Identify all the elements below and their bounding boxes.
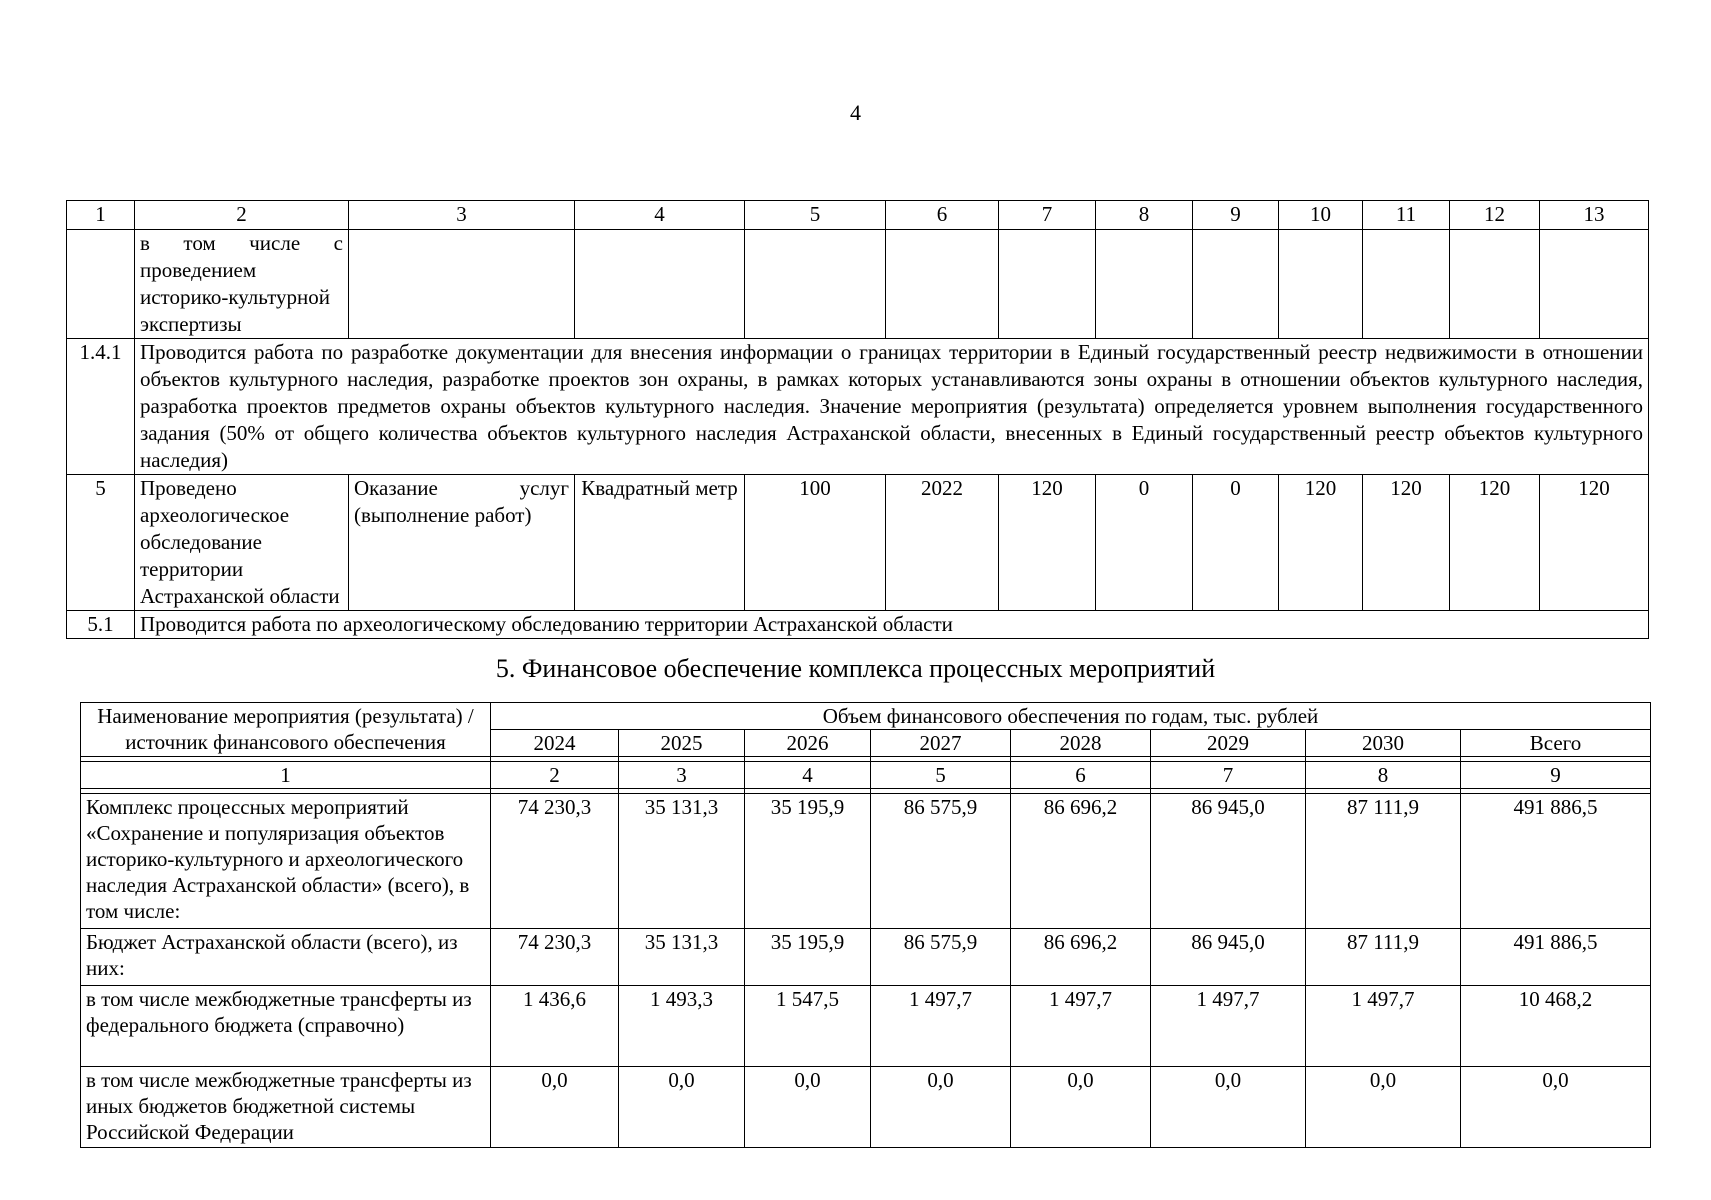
total-cell: 0,0 — [1461, 1067, 1651, 1148]
section-title: 5. Финансовое обеспечение комплекса процессных мероприятий — [495, 654, 1216, 683]
value-cell: 120 — [999, 475, 1096, 611]
table-row — [81, 1067, 1651, 1148]
col-number: 5 — [745, 201, 886, 230]
col-number: 10 — [1279, 201, 1363, 230]
amount-cell: 0,0 — [1151, 1067, 1306, 1148]
col-number: 6 — [886, 201, 999, 230]
total-cell: 10 468,2 — [1461, 986, 1651, 1067]
amount-cell: 74 230,3 — [491, 929, 619, 986]
value-cell: 120 — [1540, 475, 1649, 611]
amount-cell: 1 497,7 — [871, 986, 1011, 1067]
amount-cell: 35 131,3 — [619, 794, 745, 929]
base-value: 100 — [745, 475, 886, 611]
amount-cell: 0,0 — [619, 1067, 745, 1148]
table-row — [81, 929, 1651, 986]
amount-cell: 1 497,7 — [1011, 986, 1151, 1067]
row-description: в том числе с проведением историко-культурной экспертизы — [135, 230, 349, 339]
year-header: 2025 — [619, 730, 745, 757]
indicators-table — [66, 200, 1649, 639]
col-number: 1 — [81, 762, 491, 789]
amount-cell: 1 497,7 — [1306, 986, 1461, 1067]
col-number: 4 — [575, 201, 745, 230]
financing-table — [80, 702, 1651, 1148]
amount-cell: 1 497,7 — [1151, 986, 1306, 1067]
amount-cell: 0,0 — [1011, 1067, 1151, 1148]
result-type: Оказание услуг (выполнение работ) — [349, 475, 575, 611]
table-row — [67, 339, 1649, 475]
col-number: 3 — [619, 762, 745, 789]
value-cell: 120 — [1279, 475, 1363, 611]
amount-cell: 1 436,6 — [491, 986, 619, 1067]
amount-cell: 0,0 — [1306, 1067, 1461, 1148]
col-number: 12 — [1450, 201, 1540, 230]
amount-cell: 86 945,0 — [1151, 929, 1306, 986]
amount-cell: 86 696,2 — [1011, 794, 1151, 929]
amount-cell: 86 575,9 — [871, 794, 1011, 929]
amount-cell: 0,0 — [491, 1067, 619, 1148]
column-numbers-row — [81, 762, 1651, 789]
row-label: Бюджет Астраханской области (всего), из них: — [81, 929, 491, 986]
amount-cell: 87 111,9 — [1306, 929, 1461, 986]
amount-cell: 86 575,9 — [871, 929, 1011, 986]
amount-cell: 86 696,2 — [1011, 929, 1151, 986]
row-number: 1.4.1 — [67, 339, 135, 475]
financing-header-row — [81, 703, 1651, 730]
col-number: 8 — [1306, 762, 1461, 789]
amount-cell: 1 547,5 — [745, 986, 871, 1067]
amount-cell: 1 493,3 — [619, 986, 745, 1067]
year-header: 2027 — [871, 730, 1011, 757]
total-cell: 491 886,5 — [1461, 794, 1651, 929]
table-row — [67, 230, 1649, 339]
unit: Квадратный метр — [575, 475, 745, 611]
amount-cell: 35 195,9 — [745, 929, 871, 986]
col-number: 5 — [871, 762, 1011, 789]
col-number: 9 — [1193, 201, 1279, 230]
col-number: 11 — [1363, 201, 1450, 230]
page-number: 4 — [850, 100, 861, 125]
amount-cell: 35 195,9 — [745, 794, 871, 929]
col-number: 6 — [1011, 762, 1151, 789]
amount-cell: 0,0 — [745, 1067, 871, 1148]
amount-cell: 74 230,3 — [491, 794, 619, 929]
col-number: 8 — [1096, 201, 1193, 230]
year-header: 2024 — [491, 730, 619, 757]
col-number: 9 — [1461, 762, 1651, 789]
row-label: Комплекс процессных мероприятий «Сохранение и популяризация объектов историко-культурного и археологического наследия Астраханской области» (всего), в том числе: — [81, 794, 491, 929]
year-header: 2030 — [1306, 730, 1461, 757]
value-cell: 120 — [1450, 475, 1540, 611]
table-row — [67, 611, 1649, 639]
col-number: 7 — [999, 201, 1096, 230]
total-cell: 491 886,5 — [1461, 929, 1651, 986]
indicators-header-row — [67, 201, 1649, 230]
row-label: в том числе межбюджетные трансферты из иных бюджетов бюджетной системы Российской Федерации — [81, 1067, 491, 1148]
value-cell: 0 — [1193, 475, 1279, 611]
value-cell: 120 — [1363, 475, 1450, 611]
value-cell: 0 — [1096, 475, 1193, 611]
table-row — [81, 794, 1651, 929]
table-row — [81, 986, 1651, 1067]
amount-cell: 0,0 — [871, 1067, 1011, 1148]
col-number: 2 — [135, 201, 349, 230]
col-number: 13 — [1540, 201, 1649, 230]
col-number: 3 — [349, 201, 575, 230]
name-header: Наименование мероприятия (результата) / источник финансового обеспечения — [81, 703, 491, 757]
volume-header: Объем финансового обеспечения по годам, тыс. рублей — [491, 703, 1651, 730]
col-number: 4 — [745, 762, 871, 789]
amount-cell: 87 111,9 — [1306, 794, 1461, 929]
year-header: 2028 — [1011, 730, 1151, 757]
year-header: 2029 — [1151, 730, 1306, 757]
amount-cell: 86 945,0 — [1151, 794, 1306, 929]
col-number: 1 — [67, 201, 135, 230]
amount-cell: 35 131,3 — [619, 929, 745, 986]
result-name: Проведено археологическое обследование территории Астраханской области — [135, 475, 349, 611]
row-description: Проводится работа по археологическому обследованию территории Астраханской области — [135, 611, 1649, 639]
year-header: 2026 — [745, 730, 871, 757]
row-label: в том числе межбюджетные трансферты из федерального бюджета (справочно) — [81, 986, 491, 1067]
row-number: 5 — [67, 475, 135, 611]
table-row — [67, 475, 1649, 611]
total-header: Всего — [1461, 730, 1651, 757]
row-description: Проводится работа по разработке документации для внесения информации о границах территории в Единый государственный реестр недвижимости в отношении объектов культурного наследия, разработке проектов зон охраны, в рамках которых устанавливаются зоны охраны в отношении объектов культурного наследия, разработка проектов предметов охраны объектов культурного наследия. Значение мероприятия (результата) определяется уровнем выполнения государственного задания (50% от общего количества объектов культурного наследия Астраханской области, внесенных в Единый государственный реестр объектов культурного наследия) — [135, 339, 1649, 475]
row-number: 5.1 — [67, 611, 135, 639]
base-year: 2022 — [886, 475, 999, 611]
col-number: 7 — [1151, 762, 1306, 789]
col-number: 2 — [491, 762, 619, 789]
